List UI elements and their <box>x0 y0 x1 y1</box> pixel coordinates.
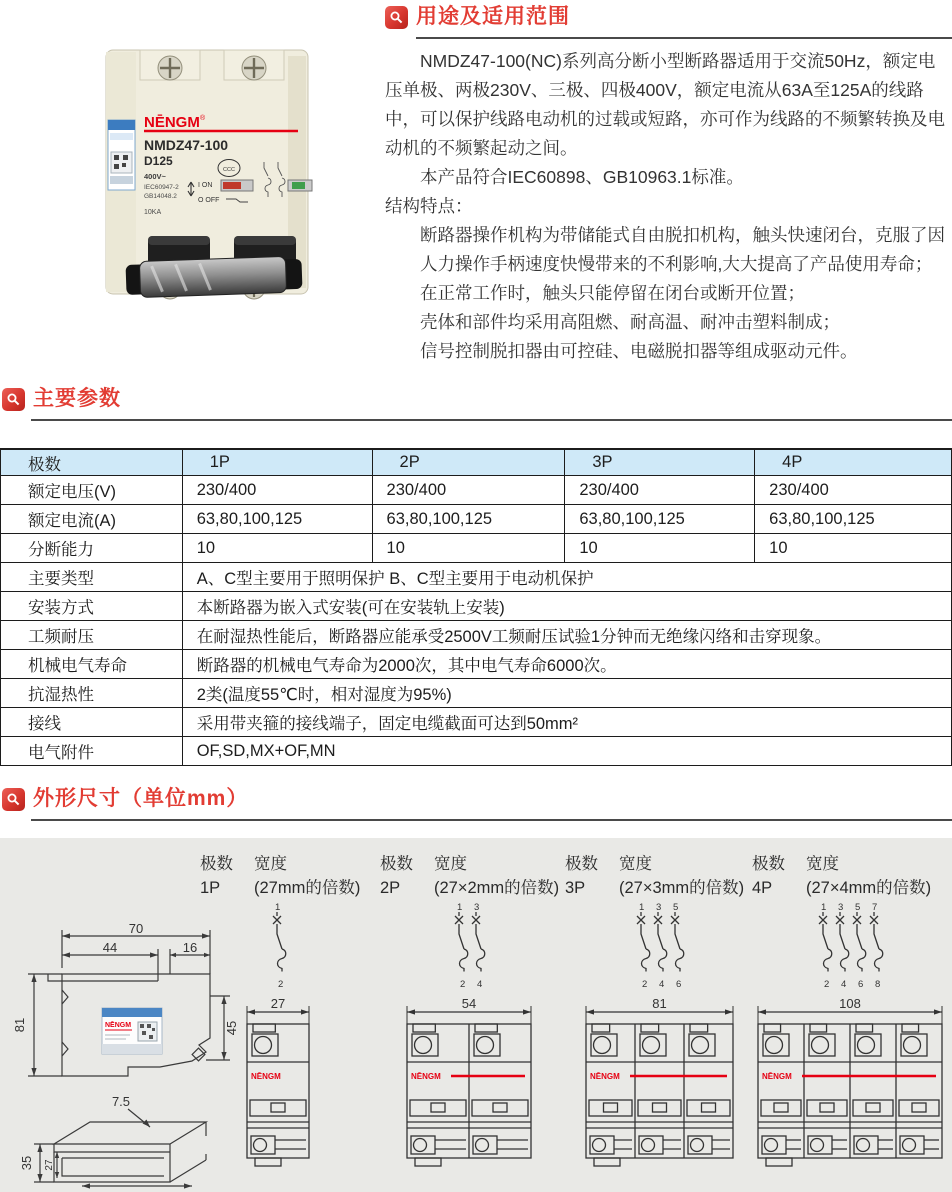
circuit-symbol-4p <box>809 902 891 994</box>
table-row <box>1 737 952 766</box>
spec-voltage: 400V~ <box>144 172 166 181</box>
row-label-cell: 接线 <box>1 708 183 737</box>
width-note: (27×4mm的倍数) <box>806 879 932 897</box>
svg-text:6: 6 <box>675 979 681 990</box>
table-cell: 采用带夹箍的接线端子，固定电缆截面可达到50mm² <box>182 708 951 737</box>
svg-text:7: 7 <box>872 902 878 913</box>
section-parameters <box>0 386 952 766</box>
pole-header-label: 极数 <box>565 855 598 873</box>
din-rail-drawing <box>19 1094 220 1190</box>
table-cell: 本断路器为嵌入式安装(可在安装轨上安装) <box>182 592 951 621</box>
svg-text:1: 1 <box>274 902 280 913</box>
table-cell: 230/400 <box>755 476 952 505</box>
magnifier-icon <box>2 388 25 411</box>
dim-70: 70 <box>128 921 144 936</box>
width-header-label: 宽度 <box>619 855 652 873</box>
front-width-dimension: 108 <box>839 996 861 1011</box>
breaker-front-view-1p <box>241 998 315 1172</box>
pole-group-4p <box>752 852 948 1172</box>
svg-text:2: 2 <box>824 979 830 990</box>
dim-81: 81 <box>12 1017 27 1033</box>
circuit-symbol-3p <box>627 902 692 994</box>
brand-reg-mark: ® <box>200 115 206 122</box>
svg-text:3: 3 <box>838 902 844 913</box>
width-note: (27×3mm的倍数) <box>619 879 745 897</box>
pole-header-label: 极数 <box>752 855 785 873</box>
spec-ka: 10KA <box>144 209 162 216</box>
front-width-dimension: 27 <box>270 996 286 1011</box>
table-cell: 10 <box>182 534 372 563</box>
front-brand-logo: NĒNGM <box>411 1072 441 1081</box>
table-cell: 230/400 <box>372 476 565 505</box>
width-header-label: 宽度 <box>434 855 467 873</box>
dim-7-5: 7.5 <box>111 1094 131 1109</box>
row-label-cell: 额定电压(V) <box>1 476 183 505</box>
toggle-bar <box>125 256 302 298</box>
svg-text:2: 2 <box>460 979 466 990</box>
usage-paragraph: NMDZ47-100(NC)系列高分断小型断路器适用于交流50Hz，额定电压单极、两极230V、三极、四极400V，额定电流从63A至125A的线路中，可以保护线路电动机的过载或短路，亦可作为线路的不频繁转换及电动机的不频繁起动之间。 <box>385 51 945 158</box>
on-marking: I ON <box>198 182 213 189</box>
row-label-cell: 主要类型 <box>1 563 183 592</box>
dims-title: 外形尺寸（单位mm） <box>33 787 249 810</box>
group-header <box>565 852 753 876</box>
section-usage <box>385 4 952 366</box>
table-row <box>1 621 952 650</box>
row-label-cell: 抗湿热性 <box>1 679 183 708</box>
width-note: (27×2mm的倍数) <box>434 879 560 897</box>
front-brand-logo: NĒNGM <box>762 1072 792 1081</box>
trip-indicator-red <box>223 182 241 189</box>
table-cell: 10 <box>372 534 565 563</box>
table-cell: 10 <box>565 534 755 563</box>
dim-27: 27 <box>44 1159 55 1171</box>
front-width-dimension: 81 <box>651 996 667 1011</box>
group-header <box>200 852 356 876</box>
table-row <box>1 476 952 505</box>
front-brand-logo: NĒNGM <box>251 1072 281 1081</box>
width-header-label: 宽度 <box>806 855 839 873</box>
svg-text:4: 4 <box>658 979 664 990</box>
dim-44: 44 <box>102 940 118 955</box>
svg-text:6: 6 <box>858 979 864 990</box>
svg-text:CCC: CCC <box>223 167 235 173</box>
svg-text:3: 3 <box>474 902 480 913</box>
svg-text:1: 1 <box>638 902 644 913</box>
model-text: NMDZ47-100 <box>144 137 229 153</box>
circuit-symbol-1p <box>263 902 294 994</box>
screw-top-left <box>158 56 182 80</box>
dim-16: 16 <box>182 940 198 955</box>
table-row <box>1 650 952 679</box>
parameters-table <box>0 448 952 766</box>
svg-text:2: 2 <box>277 979 283 990</box>
magnifier-icon <box>385 6 408 29</box>
table-cell: A、C型主要用于照明保护 B、C型主要用于电动机保护 <box>182 563 951 592</box>
brand-logo: NĒNGM <box>144 114 200 131</box>
group-header <box>380 852 558 876</box>
circuit-symbol-2p <box>445 902 493 994</box>
table-cell: 断路器的机械电气寿命为2000次，其中电气寿命6000次。 <box>182 650 951 679</box>
row-label-cell: 额定电流(A) <box>1 505 183 534</box>
table-cell: 63,80,100,125 <box>372 505 565 534</box>
svg-text:2: 2 <box>641 979 647 990</box>
table-cell: 63,80,100,125 <box>755 505 952 534</box>
width-header-label: 宽度 <box>254 855 287 873</box>
table-header-cell: 2P <box>372 449 565 476</box>
pole-count-label: 1P <box>200 879 221 897</box>
row-label-cell: 分断能力 <box>1 534 183 563</box>
pole-count-label: 3P <box>565 879 586 897</box>
breaker-front-view-4p <box>752 998 948 1172</box>
pole-group-2p <box>380 852 558 1172</box>
front-brand-logo: NĒNGM <box>589 1072 620 1081</box>
front-width-dimension: 54 <box>461 996 477 1011</box>
pole-count-label: 4P <box>752 879 773 897</box>
usage-section-header <box>385 4 952 30</box>
section-dimensions <box>0 786 952 821</box>
table-header-cell: 极数 <box>1 449 183 476</box>
circuit-breaker-image <box>48 16 356 316</box>
svg-text:4: 4 <box>841 979 847 990</box>
group-subheader <box>565 876 753 900</box>
row-label-cell: 电气附件 <box>1 737 183 766</box>
table-cell: 63,80,100,125 <box>182 505 372 534</box>
params-title: 主要参数 <box>33 387 121 410</box>
pole-group-1p <box>200 852 361 1172</box>
pole-header-label: 极数 <box>200 855 233 873</box>
svg-text:3: 3 <box>655 902 661 913</box>
profile-label-sticker <box>102 1008 162 1054</box>
table-cell: 230/400 <box>182 476 372 505</box>
table-row <box>1 534 952 563</box>
usage-text <box>385 47 952 366</box>
divider <box>31 419 952 421</box>
off-marking: O OFF <box>198 197 220 204</box>
group-subheader <box>200 876 361 900</box>
divider <box>416 37 952 39</box>
spec-iec: IEC60947-2 <box>144 184 179 191</box>
table-cell: OF,SD,MX+OF,MN <box>182 737 951 766</box>
status-indicator-green <box>292 182 305 189</box>
usage-paragraph: 本产品符合IEC60898、GB10963.1标准。 <box>420 167 744 187</box>
breaker-front-view-2p <box>401 998 537 1172</box>
table-header-row <box>1 449 952 476</box>
width-note: (27mm的倍数) <box>254 879 361 897</box>
pole-header-label: 极数 <box>380 855 413 873</box>
feature-item: 断路器操作机构为带储能式自由脱扣机构，触头快速闭台，克服了因人力操作手柄速度快慢带来的不利影响,大大提高了产品使用寿命； <box>420 225 945 274</box>
group-header <box>752 852 948 876</box>
side-label <box>108 120 135 190</box>
table-cell: 230/400 <box>565 476 755 505</box>
table-row <box>1 708 952 737</box>
divider <box>31 819 952 821</box>
spec-gb: GB14048.2 <box>144 193 177 200</box>
feature-item: 信号控制脱扣器由可控硅、电磁脱扣器等组成驱动元件。 <box>420 341 858 361</box>
table-row <box>1 505 952 534</box>
svg-text:5: 5 <box>855 902 861 913</box>
breaker-front-view-3p <box>580 998 739 1172</box>
rating-text: D125 <box>144 154 173 168</box>
svg-text:1: 1 <box>457 902 463 913</box>
group-subheader <box>752 876 948 900</box>
product-photo <box>48 16 356 316</box>
screw-top-right <box>242 56 266 80</box>
dim-35: 35 <box>19 1155 34 1171</box>
dimensions-panel <box>0 838 952 1192</box>
feature-item: 壳体和部件均采用高阻燃、耐高温、耐冲击塑料制成； <box>420 312 840 332</box>
svg-text:1: 1 <box>821 902 827 913</box>
svg-text:5: 5 <box>672 902 678 913</box>
svg-text:NĒNGM: NĒNGM <box>105 1022 132 1029</box>
table-header-cell: 4P <box>755 449 952 476</box>
table-cell: 10 <box>755 534 952 563</box>
magnifier-icon <box>2 788 25 811</box>
feature-heading: 结构特点： <box>385 196 473 216</box>
dim-45: 45 <box>224 1020 239 1036</box>
table-cell: 2类(温度55℃时，相对湿度为95%) <box>182 679 951 708</box>
row-label-cell: 工频耐压 <box>1 621 183 650</box>
svg-text:4: 4 <box>477 979 483 990</box>
params-section-header <box>0 386 952 412</box>
dims-section-header <box>0 786 952 812</box>
pole-group-3p <box>565 852 753 1172</box>
usage-title: 用途及适用范围 <box>416 5 570 28</box>
pole-count-label: 2P <box>380 879 401 897</box>
table-row <box>1 563 952 592</box>
table-header-cell: 3P <box>565 449 755 476</box>
table-row <box>1 679 952 708</box>
svg-text:8: 8 <box>875 979 881 990</box>
row-label-cell: 机械电气寿命 <box>1 650 183 679</box>
table-cell: 63,80,100,125 <box>565 505 755 534</box>
row-label-cell: 安装方式 <box>1 592 183 621</box>
feature-item: 在正常工作时，触头只能停留在闭台或断开位置； <box>420 283 805 303</box>
table-header-cell: 1P <box>182 449 372 476</box>
table-cell: 在耐湿热性能后，断路器应能承受2500V工频耐压试验1分钟而无绝缘闪络和击穿现象。 <box>182 621 951 650</box>
group-subheader <box>380 876 558 900</box>
table-row <box>1 592 952 621</box>
